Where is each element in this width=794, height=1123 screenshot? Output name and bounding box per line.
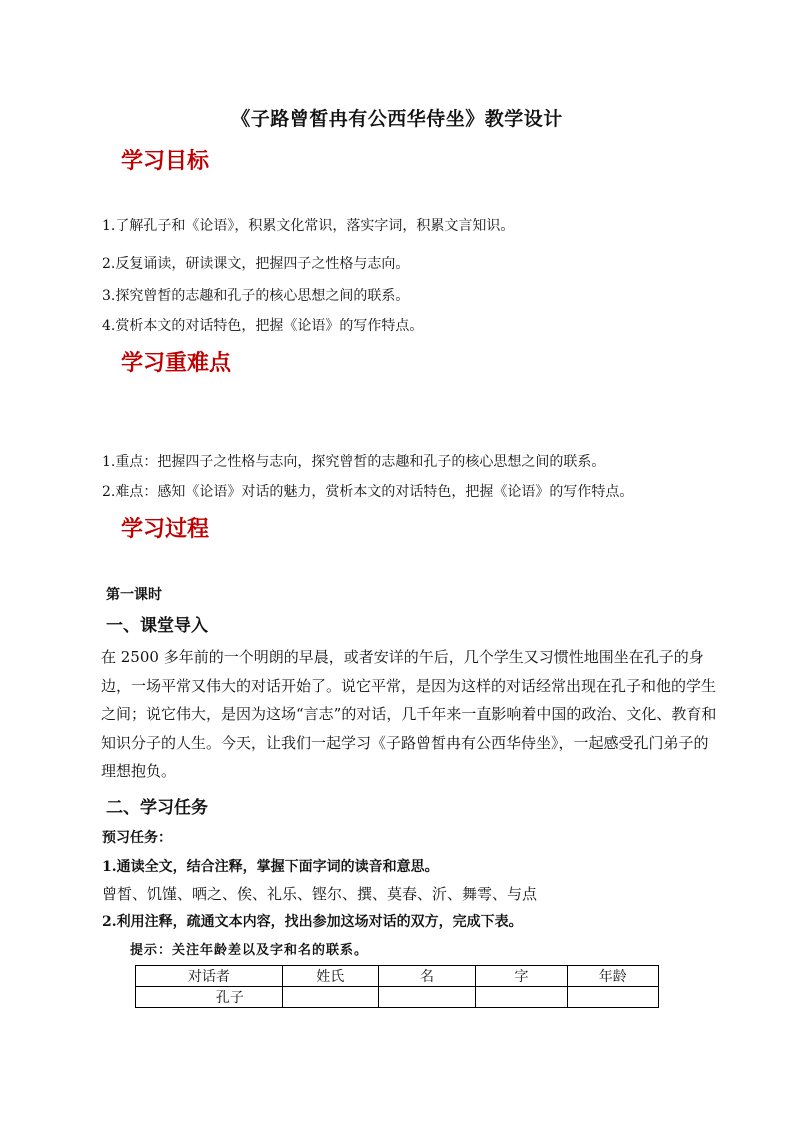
table-header-cell: 对话者 bbox=[136, 966, 283, 987]
difficulties-heading: 学习重难点 bbox=[121, 350, 232, 376]
task-2: 2.利用注释，疏通文本内容，找出参加这场对话的双方，完成下表。 bbox=[102, 914, 523, 930]
lesson-label: 第一课时 bbox=[106, 587, 162, 603]
difficulty-item-1: 1.重点：把握四子之性格与志向，探究曾皙的志趣和孔子的核心思想之间的联系。 bbox=[102, 454, 606, 470]
vocab-list: 曾皙、饥馑、哂之、俟、礼乐、铿尔、撰、莫春、沂、舞雩、与点 bbox=[102, 885, 538, 903]
table-cell bbox=[282, 987, 378, 1008]
tip-text: 提示：关注年龄差以及字和名的联系。 bbox=[130, 943, 369, 958]
table-cell bbox=[567, 987, 658, 1008]
goal-item-2: 2.反复诵读，研读课文，把握四子之性格与志向。 bbox=[102, 256, 410, 272]
goal-item-1: 1.了解孔子和《论语》，积累文化常识，落实字词，积累文言知识。 bbox=[102, 218, 515, 234]
tasks-heading: 二、学习任务 bbox=[106, 798, 208, 818]
table-row bbox=[136, 987, 659, 1008]
difficulty-item-2: 2.难点：感知《论语》对话的魅力，赏析本文的对话特色，把握《论语》的写作特点。 bbox=[102, 484, 634, 500]
goals-heading: 学习目标 bbox=[121, 148, 210, 174]
table-cell bbox=[476, 987, 567, 1008]
intro-heading: 一、课堂导入 bbox=[106, 616, 208, 636]
table-header-cell: 字 bbox=[476, 966, 567, 987]
table-header-row bbox=[136, 966, 659, 987]
table-header-cell: 年龄 bbox=[567, 966, 658, 987]
goal-item-4: 4.赏析本文的对话特色，把握《论语》的写作特点。 bbox=[102, 318, 424, 334]
dialogue-table bbox=[135, 965, 659, 1008]
intro-paragraph: 在 2500 多年前的一个明朗的早晨，或者安详的午后，几个学生又习惯性地围坐在孔子的身边，一场平常又伟大的对话开始了。说它平常，是因为这样的对话经常出现在孔子和他的学生之间；说它伟大，是因为这场“言志”的对话，几千年来一直影响着中国的政治、文化、教育和知识分子的人生。今天，让我们一起学习《子路曾皙冉有公西华侍坐》，一起感受孔门弟子的理想抱负。 bbox=[101, 648, 717, 780]
process-heading: 学习过程 bbox=[121, 516, 210, 542]
table-cell bbox=[378, 987, 476, 1008]
task-1: 1.通读全文，结合注释，掌握下面字词的读音和意思。 bbox=[102, 859, 439, 875]
table-cell: 孔子 bbox=[136, 987, 283, 1008]
table-header-cell: 名 bbox=[378, 966, 476, 987]
document-title: 《子路曾皙冉有公西华侍坐》教学设计 bbox=[231, 108, 563, 130]
goal-item-3: 3.探究曾皙的志趣和孔子的核心思想之间的联系。 bbox=[102, 288, 410, 304]
preview-label: 预习任务： bbox=[102, 830, 172, 846]
table-header-cell: 姓氏 bbox=[282, 966, 378, 987]
